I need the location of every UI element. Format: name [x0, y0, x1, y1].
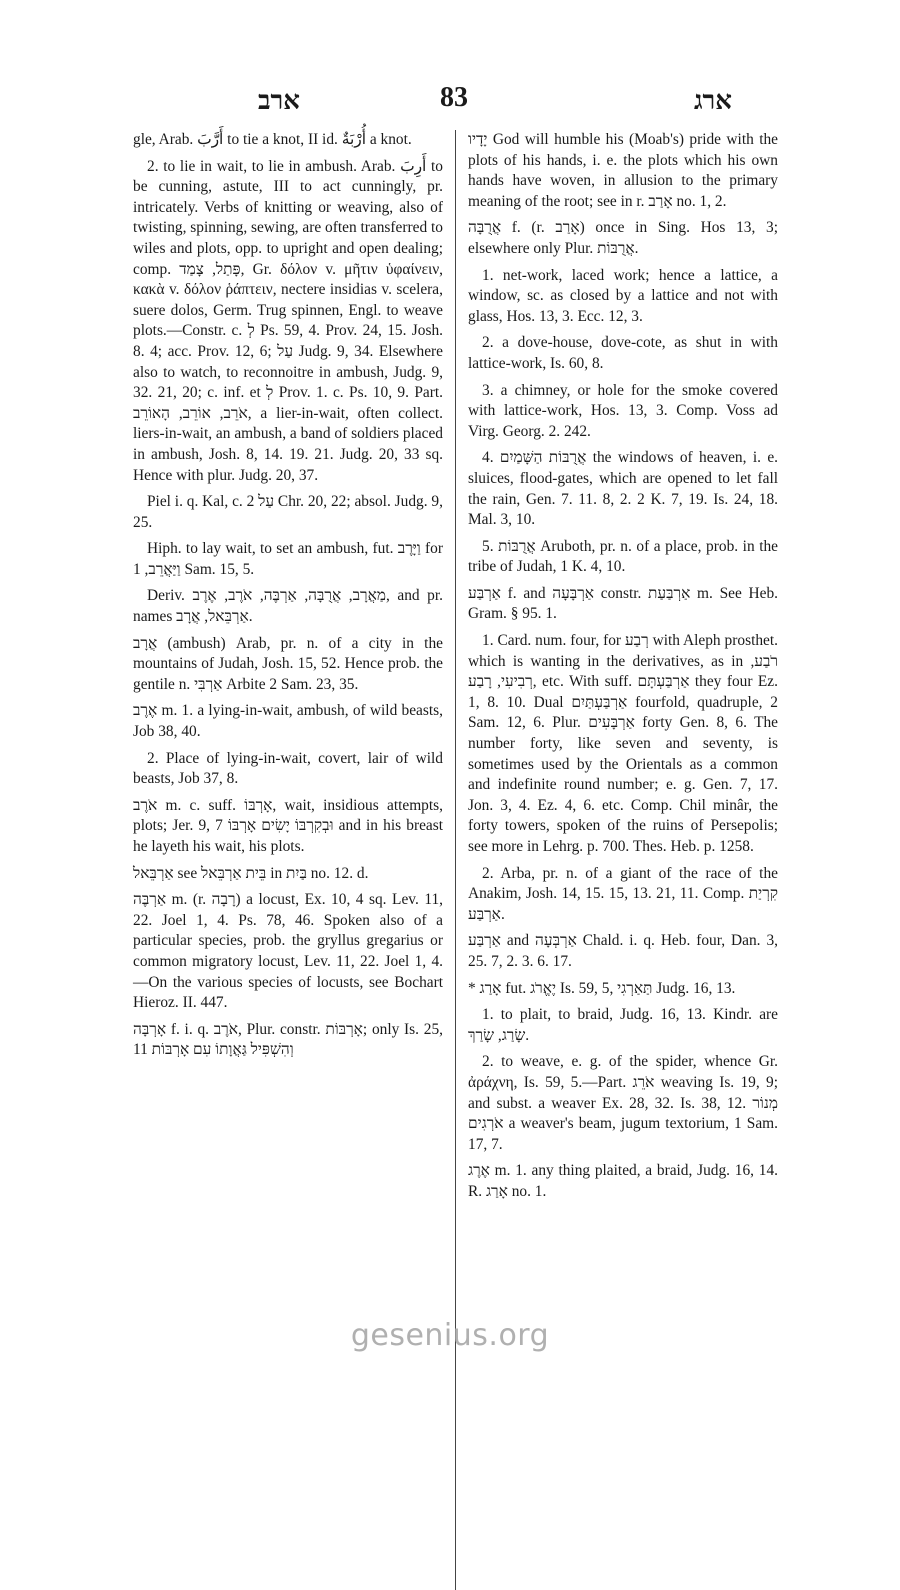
entry-paragraph: 2. Arba, pr. n. of a giant of the race of the Anakim, Josh. 14, 15. 15, 13. 21, 11. Comp. קִרְיַת אַרְבַּע.: [468, 864, 778, 923]
entry-paragraph: אֶרֶב m. 1. a lying-in-wait, ambush, of wild beasts, Job 38, 40.: [133, 702, 443, 741]
entry-paragraph: 5. אֲרֻבּוֹת Aruboth, pr. n. of a place, prob. in the tribe of Judah, 1 K. 4, 10.: [468, 537, 779, 576]
entry-paragraph: 2. Place of lying-in-wait, covert, lair of wild beasts, Job 37, 8.: [133, 749, 443, 788]
entry-paragraph: אֲרָב (ambush) Arab, pr. n. of a city in the mountains of Judah, Josh. 15, 52. Hence prob. the gentile n. אַרְבִּי Arbite 2 Sam. 23, 35.: [133, 634, 443, 693]
entry-paragraph: אַרְבַּע and אַרְבְּעָה Chald. i. q. Heb. four, Dan. 3, 25. 7, 2. 3. 6. 17.: [468, 932, 778, 970]
running-headword-right: ארג: [693, 86, 732, 115]
entry-paragraph: 4. אֲרֻבּוֹת הַשָּׁמַיִם the windows of heaven, i. e. sluices, flood-gates, which are opened to let fall the rain, Gen. 7. 11. 8, 2. 2 K. 7, 19. Is. 24, 18. Mal. 3, 10.: [468, 449, 778, 529]
entry-paragraph: 1. net-work, laced work; hence a lattice, a window, sc. as closed by a lattice and not with glass, Hos. 13, 3. Ecc. 12, 3.: [468, 266, 778, 325]
entry-paragraph: אֲרֻבָּה f. (r. אָרַב) once in Sing. Hos 13, 3; elsewhere only Plur. אֲרֻבּוֹת.: [468, 219, 779, 257]
page-number: 83: [440, 82, 468, 113]
entry-paragraph: 1. to plait, to braid, Judg. 16, 13. Kindr. are שָׂרַג, שָׂרַךְ.: [468, 1006, 778, 1044]
entry-paragraph: אַרְבַּע f. and אַרְבָּעָה constr. אַרְבַּעַת m. See Heb. Gram. § 95. 1.: [468, 584, 778, 623]
entry-paragraph: אֶרֶג m. 1. any thing plaited, a braid, Judg. 16, 14. R. אָרַג no. 1.: [468, 1162, 778, 1200]
entry-paragraph: gle, Arab. أَرَّبَ to tie a knot, II id. أُرْبَةٌ a knot.: [133, 131, 412, 148]
site-watermark: gesenius.org: [350, 1318, 550, 1353]
column-divider: [455, 130, 456, 1590]
entry-paragraph: אֹרֶב m. c. suff. אָרְבּוֹ, wait, insidious attempts, plots; Jer. 9, 7 וּבְקִרְבּוֹ יָשִׂים אָרְבּוֹ and in his breast he layeth his wait, his plots.: [133, 796, 444, 855]
page-header: [130, 82, 772, 122]
entry-paragraph: יָדָיו God will humble his (Moab's) pride with the plots of his hands, i. e. the plots which his own hands have woven, in allusion to the primary meaning of the root; see in r. אָרַב no. 1, 2.: [468, 131, 778, 210]
entry-paragraph: 2. to weave, e. g. of the spider, whence Gr. ἀράχνη, Is. 59, 5.—Part. אֹרֵג weaving Is. 19, 9; and subst. a weaver Ex. 28, 32. Is. 38, 12. מְנוֹר אֹרְגִים a weaver's beam, jugum textorium, 1 Sam. 17, 7.: [468, 1053, 778, 1153]
entry-paragraph: 1. Card. num. four, for רְבַע with Aleph prosthet. which is wanting in the derivatives, as in רֹבַע, רְבִיעִי, רָבַע, etc. With suff. אַרְבַּעְתָּם they four Ez. 1, 8. 10. Dual אַרְבַּעְתַּיִם fourfold, quadruple, 2 Sam. 12, 6. Plur. אַרְבָּעִים forty Gen. 8, 6. The number forty, like seven and seventy, is sometimes used by the Orientals as a common and indefinite round number; e. g. Gen. 7, 17. Jon. 3, 4. Ez. 4, 6. etc. Comp. Chil minâr, the forty towers, spoken of the ruins of Persepolis; see more in Lehrg. p. 700. Thes. Heb. p. 1258.: [468, 632, 778, 855]
entry-paragraph: Hiph. to lay wait, to set an ambush, fut. וַיָּרֶב for וַיַּאֲרֵב, 1 Sam. 15, 5.: [133, 540, 443, 578]
entry-paragraph: אַרְבֵּאל see בֵּית אַרְבֵּאל in בַּיִת no. 12. d.: [133, 864, 369, 882]
left-column: [133, 130, 443, 1067]
entry-paragraph: 2. a dove-house, dove-cote, as shut in with lattice-work, Is. 60, 8.: [468, 334, 778, 372]
entry-paragraph: אָרְבָּה f. i. q. אֹרֶב, Plur. constr. אָרְבּוֹת; only Is. 25, 11 וְהִשְׁפִּיל גַּאֲוָתוֹ עִם אָרְבּוֹת: [133, 1020, 444, 1059]
entry-paragraph: אַרְבֶּה m. (r. רָבָה) a locust, Ex. 10, 4 sq. Lev. 11, 22. Joel 1, 4. Ps. 78, 46. Spoken also of a particular species, prob. the gryllus gregarius or common migratory locust, Lev. 11, 22. Joel 1, 4.—On the various species of locusts, see Bochart Hieroz. II. 447.: [133, 891, 443, 1012]
entry-paragraph: Piel i. q. Kal, c. עַל 2 Chr. 20, 22; absol. Judg. 9, 25.: [133, 493, 443, 531]
entry-paragraph: 3. a chimney, or hole for the smoke covered with lattice-work, Hos. 13, 3. Comp. Voss ad Virg. Georg. 2. 242.: [468, 381, 778, 440]
entry-paragraph: Deriv. מַאֲרָב, אֲרֻבָּה, אַרְבֶּה, אֹרֶב, אֶרֶב, and pr. names אַרְבֵּאל, אֲרָב.: [133, 587, 443, 626]
running-headword-left: ארב: [258, 86, 300, 115]
entry-paragraph: 2. to lie in wait, to lie in ambush. Arab. أَرِبَ to be cunning, astute, III to act cunningly, pr. intricately. Verbs of knitting or weaving, also of twisting, spinning, sewing, are often transferred to wiles and plots, opp. to upright and open dealing; comp. פָּתַל, צָמַד, Gr. δόλον v. μῆτιν ὑφαίνειν, κακὰ v. δόλον ῥάπτειν, nectere insidias v. scelera, suere dolos, Germ. Trug spinnen, Engl. to weave plots.—Constr. c. לְ Ps. 59, 4. Prov. 24, 15. Josh. 8. 4; acc. Prov. 12, 6; עַל Judg. 9, 34. Elsewhere also to watch, to reconnoitre in ambush, Judg. 9, 32. 21, 20; c. inf. et לְ Prov. 1. c. Ps. 10, 9. Part. אֹרֵב, אוֹרֵב, הָאוֹרֵב, a lier-in-wait, often collect. liers-in-wait, an ambush, a band of soldiers placed in ambush, Josh. 8, 14. 19. 21. Judg. 20, 33 sq. Hence with plur. Judg. 20, 37.: [133, 157, 444, 484]
entry-paragraph: * אָרַג fut. יֶאֱרֹג Is. 59, 5, תַּאַרְגִי Judg. 16, 13.: [468, 979, 736, 997]
right-column: [468, 130, 778, 1209]
